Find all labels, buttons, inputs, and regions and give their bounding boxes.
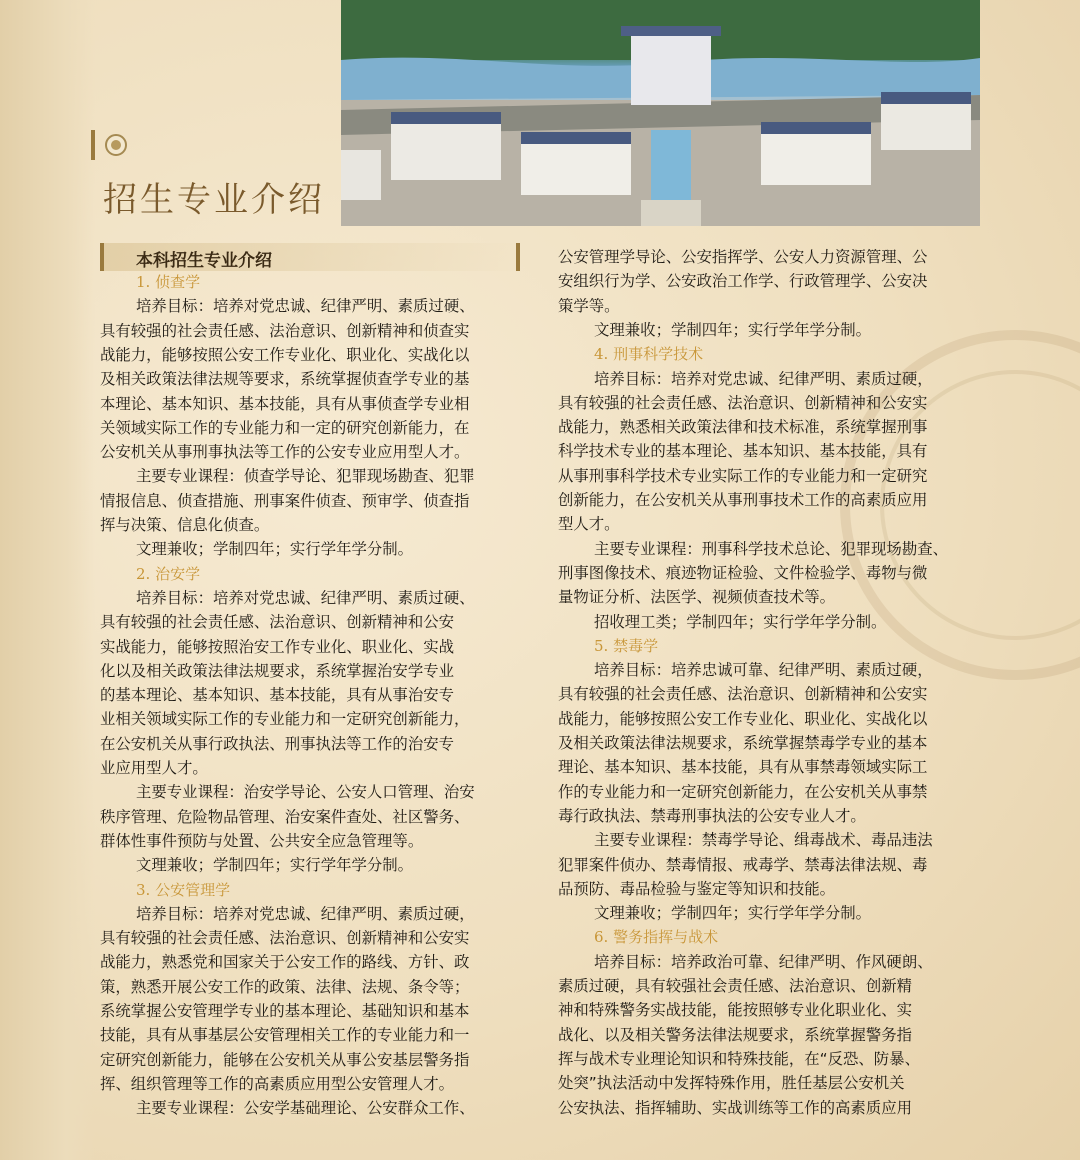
major-heading: 4. 刑事科学技术 (594, 345, 704, 364)
body-text-line: 毒行政执法、禁毒刑事执法的公安专业人才。 (558, 806, 866, 825)
body-text-line: 刑事图像技术、痕迹物证检验、文件检验学、毒物与微 (558, 563, 928, 582)
body-text-line: 系统掌握公安管理学专业的基本理论、基础知识和基本 (100, 1002, 470, 1020)
body-text-line: 及相关政策法律法规等要求，系统掌握侦查学专业的基 (100, 370, 470, 389)
body-text-line: 化以及相关政策法律法规要求，系统掌握治安学专业 (100, 661, 454, 680)
major-heading: 5. 禁毒学 (594, 636, 659, 655)
page-left-border (0, 0, 95, 1160)
body-text-line: 文理兼收；学制四年；实行学年学分制。 (594, 320, 872, 339)
body-text-line: 具有较强的社会责任感、法治意识、创新精神和侦查实 (100, 321, 470, 340)
body-text-line: 素质过硬，具有较强社会责任感、法治意识、创新精 (558, 977, 912, 995)
body-text-line: 技能，具有从事基层公安管理相关工作的专业能力和一 (100, 1026, 470, 1045)
major-heading: 1. 侦查学 (136, 273, 201, 291)
body-text-line: 情报信息、侦查措施、刑事案件侦查、预审学、侦查指 (100, 491, 470, 510)
body-text-line: 培养目标：培养对党忠诚、纪律严明、素质过硬， (594, 369, 933, 388)
body-text-line: 群体性事件预防与处置、公共安全应急管理等。 (100, 831, 424, 850)
body-text-line: 主要专业课程：侦查学导论、犯罪现场勘查、犯罪 (136, 467, 475, 486)
body-text-line: 战能力，能够按照公安工作专业化、职业化、实战化以 (100, 345, 470, 364)
body-text-line: 战能力，能够按照公安工作专业化、职业化、实战化以 (558, 709, 928, 728)
body-text-line: 关领域实际工作的专业能力和一定的研究创新能力，在 (100, 418, 470, 437)
body-text-line: 公安执法、指挥辅助、实战训练等工作的高素质应用 (558, 1098, 912, 1117)
body-text-line: 策，熟悉开展公安工作的政策、法律、法规、条令等； (100, 977, 470, 996)
body-text-line: 定研究创新能力，能够在公安机关从事公安基层警务指 (100, 1050, 470, 1069)
body-text-line: 主要专业课程：刑事科学技术总论、犯罪现场勘查、 (594, 539, 948, 558)
police-emblem-icon (105, 134, 127, 156)
body-text-line: 具有较强的社会责任感、法治意识、创新精神和公安实 (558, 393, 928, 412)
body-text-line: 挥、组织管理等工作的高素质应用型公安管理人才。 (100, 1074, 454, 1093)
body-text-line: 具有较强的社会责任感、法治意识、创新精神和公安 (100, 613, 454, 632)
body-text-line: 创新能力，在公安机关从事刑事技术工作的高素质应用 (558, 491, 928, 509)
body-text-line: 培养目标：培养忠诚可靠、纪律严明、素质过硬， (594, 661, 933, 680)
body-text-line: 具有较强的社会责任感、法治意识、创新精神和公安实 (558, 685, 928, 704)
body-text-line: 公安管理学导论、公安指挥学、公安人力资源管理、公 (558, 248, 928, 266)
body-text-line: 作的专业能力和一定研究创新能力，在公安机关从事禁 (558, 782, 928, 801)
body-text-line: 在公安机关从事行政执法、刑事执法等工作的治安专 (100, 734, 454, 753)
body-text-line: 挥与战术专业理论知识和特殊技能，在“反恐、防暴、 (558, 1049, 920, 1068)
body-text-line: 品预防、毒品检验与鉴定等知识和技能。 (558, 879, 836, 898)
body-text-line: 主要专业课程：治安学导论、公安人口管理、治安 (136, 783, 475, 802)
body-text-line: 文理兼收；学制四年；实行学年学分制。 (136, 856, 414, 875)
body-text-line: 招收理工类；学制四年；实行学年学分制。 (594, 612, 887, 631)
body-text-line: 业应用型人才。 (100, 759, 208, 777)
body-text-line: 策学等。 (558, 296, 620, 315)
body-text-line: 犯罪案件侦办、禁毒情报、戒毒学、禁毒法律法规、毒 (558, 855, 928, 874)
body-text-line: 培养目标：培养对党忠诚、纪律严明、素质过硬、 (136, 588, 475, 607)
body-text-line: 秩序管理、危险物品管理、治安案件查处、社区警务、 (100, 807, 470, 826)
body-text-line: 培养目标：培养对党忠诚、纪律严明、素质过硬、 (136, 297, 475, 316)
body-text-line: 挥与决策、信息化侦查。 (100, 516, 270, 534)
body-text-line: 处突”执法活动中发挥特殊作用，胜任基层公安机关 (558, 1074, 905, 1093)
major-heading: 2. 治安学 (136, 564, 201, 583)
campus-aerial-image (341, 0, 980, 226)
major-heading: 6. 警务指挥与战术 (594, 928, 719, 947)
body-text-line: 战化、以及相关警务法律法规要求，系统掌握警务指 (558, 1025, 912, 1044)
body-text-line: 战能力，熟悉相关政策法律和技术标准，系统掌握刑事 (558, 418, 928, 437)
body-text-line: 公安机关从事刑事执法等工作的公安专业应用型人才。 (100, 443, 470, 462)
body-text-line: 实战能力，能够按照治安工作专业化、职业化、实战 (100, 637, 454, 656)
body-text-line: 从事刑事科学技术专业实际工作的专业能力和一定研究 (558, 466, 928, 485)
body-text-line: 安组织行为学、公安政治工作学、行政管理学、公安决 (558, 272, 928, 291)
body-text-line: 理论、基本知识、基本技能，具有从事禁毒领域实际工 (558, 758, 928, 777)
body-text-line: 文理兼收；学制四年；实行学年学分制。 (594, 904, 872, 923)
body-text-line: 主要专业课程：禁毒学导论、缉毒战术、毒品违法 (594, 831, 933, 850)
body-text-line: 量物证分析、法医学、视频侦查技术等。 (558, 588, 836, 607)
major-heading: 3. 公安管理学 (136, 880, 231, 899)
body-text-line: 主要专业课程：公安学基础理论、公安群众工作、 (136, 1099, 475, 1118)
body-text-line: 业相关领域实际工作的专业能力和一定研究创新能力， (100, 710, 470, 729)
page-title: 招生专业介绍 (103, 180, 325, 220)
body-text-line: 培养目标：培养对党忠诚、纪律严明、素质过硬， (136, 904, 475, 923)
body-text-line: 培养目标：培养政治可靠、纪律严明、作风硬朗、 (594, 952, 933, 971)
section-title: 本科招生专业介绍 (136, 251, 272, 271)
body-text-line: 科学技术专业的基本理论、基本知识、基本技能，具有 (558, 442, 928, 461)
body-text-line: 型人才。 (558, 515, 620, 534)
title-accent-bar (91, 130, 95, 160)
body-text-line: 本理论、基本知识、基本技能，具有从事侦查学专业相 (100, 394, 470, 413)
body-text-line: 战能力，熟悉党和国家关于公安工作的路线、方针、政 (100, 953, 470, 972)
section-header (100, 243, 520, 271)
body-text-line: 文理兼收；学制四年；实行学年学分制。 (136, 540, 414, 559)
body-text-line: 及相关政策法律法规要求，系统掌握禁毒学专业的基本 (558, 734, 928, 752)
body-text-line: 具有较强的社会责任感、法治意识、创新精神和公安实 (100, 929, 470, 948)
body-text-line: 神和特殊警务实战技能，能按照够专业化职业化、实 (558, 1001, 912, 1020)
body-text-line: 的基本理论、基本知识、基本技能，具有从事治安专 (100, 686, 454, 705)
